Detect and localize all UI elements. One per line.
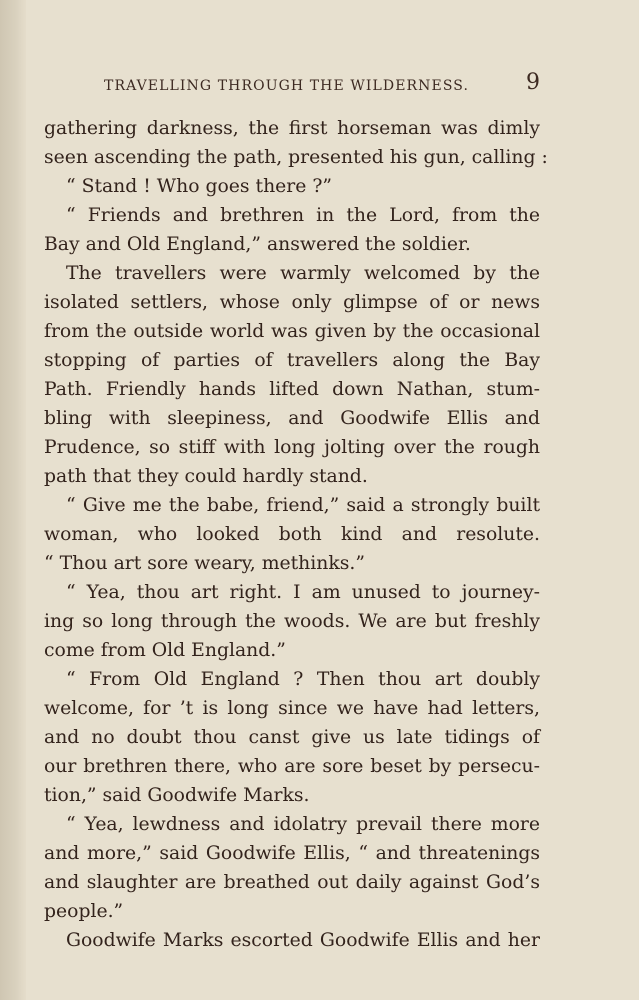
text-line: our brethren there, who are sore beset by persecu- <box>44 756 540 777</box>
page-number: 9 <box>526 70 540 95</box>
text-line: path that they could hardly stand. <box>44 466 368 487</box>
running-head: TRAVELLING THROUGH THE WILDERNESS. <box>104 78 470 94</box>
text-line: Goodwife Marks escorted Goodwife Ellis and her <box>66 930 540 951</box>
text-line: ing so long through the woods. We are but freshly <box>44 611 540 632</box>
text-line: and more,” said Goodwife Ellis, “ and threatenings <box>44 843 540 864</box>
text-line: “ Stand ! Who goes there ?” <box>66 176 333 197</box>
text-line: gathering darkness, the first horseman was dimly <box>44 118 540 139</box>
text-line: seen ascending the path, presented his gun, calling : <box>44 147 548 168</box>
text-line: bling with sleepiness, and Goodwife Ellis and <box>44 408 540 429</box>
page-gutter-shadow <box>0 0 26 1000</box>
text-line: people.” <box>44 901 124 922</box>
text-line: stopping of parties of travellers along the Bay <box>44 350 540 371</box>
text-line: come from Old England.” <box>44 640 286 661</box>
text-line: Path. Friendly hands lifted down Nathan, stum- <box>44 379 540 400</box>
body-text <box>44 114 548 955</box>
page-header <box>40 70 548 100</box>
text-line: The travellers were warmly welcomed by the <box>66 263 540 284</box>
text-line: and no doubt thou canst give us late tidings of <box>44 727 540 748</box>
text-line: and slaughter are breathed out daily against God’s <box>44 872 540 893</box>
text-line: welcome, for ’t is long since we have had letters, <box>44 698 540 719</box>
text-line: Bay and Old England,” answered the soldier. <box>44 234 471 255</box>
text-line: “ Give me the babe, friend,” said a strongly built <box>66 495 540 516</box>
text-line: “ Yea, lewdness and idolatry prevail there more <box>66 814 540 835</box>
text-line: isolated settlers, whose only glimpse of or news <box>44 292 540 313</box>
text-line: woman, who looked both kind and resolute. <box>44 524 540 545</box>
text-line: “ Friends and brethren in the Lord, from the <box>66 205 540 226</box>
text-line: tion,” said Goodwife Marks. <box>44 785 310 806</box>
text-line: Prudence, so stiff with long jolting over the rough <box>44 437 540 458</box>
text-line: “ From Old England ? Then thou art doubly <box>66 669 540 690</box>
text-line: from the outside world was given by the occasional <box>44 321 540 342</box>
text-line: “ Yea, thou art right. I am unused to journey- <box>66 582 540 603</box>
text-line: “ Thou art sore weary, methinks.” <box>44 553 365 574</box>
